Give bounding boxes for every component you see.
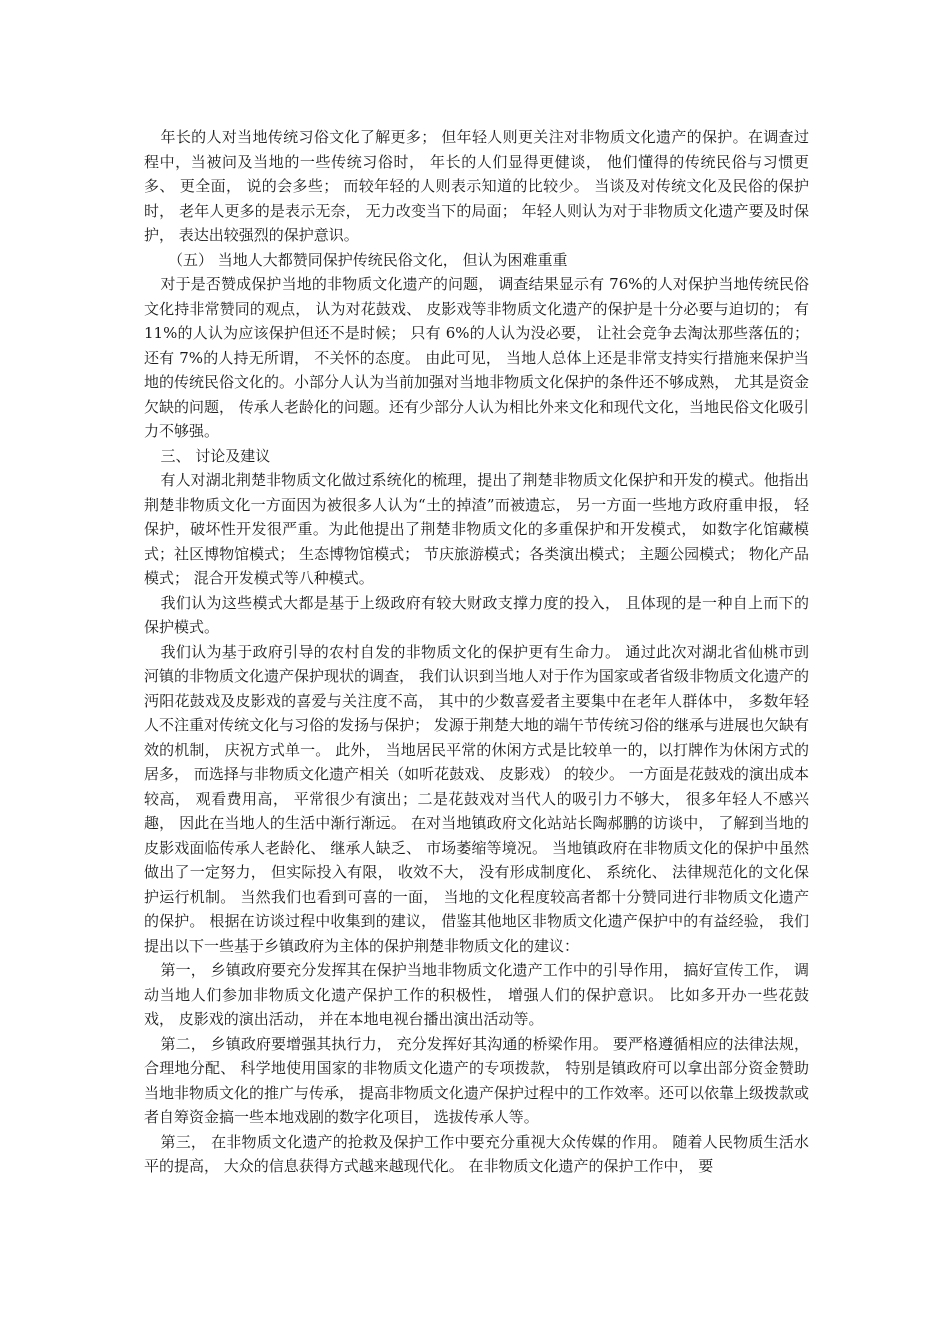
paragraph-rural-protection: 我们认为基于政府引导的农村自发的非物质文化的保护更有生命力。 通过此次对湖北省仙桃市剅河镇的非物质文化遗产保护现状的调查， 我们认识到当地人对于作为国家或者省级非物质文化遗产的沔阳花鼓戏及皮影戏的喜爱与关注度不高， 其中的少数喜爱者主要集中在老年人群体中， 多数年轻人不注重对传统文化与习俗的发扬与保护； 发源于荆楚大地的端午节传统习俗的继承与进展也欠缺有效的机制， 庆祝方式单一。 此外， 当地居民平常的休闲方式是比较单一的，以打牌作为休闲方式的居多， 而选择与非物质文化遗产相关（如听花鼓戏、 皮影戏） 的较少。 一方面是花鼓戏的演出成本较高， 观看费用高， 平常很少有演出；二是花鼓戏对当代人的吸引力不够大， 很多年轻人不感兴趣， 因此在当地人的生活中渐行渐远。 在对当地镇政府文化站站长陶郝鹏的访谈中， 了解到当地的皮影戏面临传承人老龄化、 继承人缺乏、 市场萎缩等境况。 当地镇政府在非物质文化的保护中虽然做出了一定努力， 但实际投入有限， 收效不大， 没有形成制度化、 系统化、 法律规范化的文化保护运行机制。 当然我们也看到可喜的一面， 当地的文化程度较高者都十分赞同进行非物质文化遗产的保护。 根据在访谈过程中收集到的建议， 借鉴其他地区非物质文化遗产保护中的有益经验， 我们提出以下一些基于乡镇政府为主体的保护荆楚非物质文化的建议： <box>144 642 809 955</box>
paragraph-survey-results: 对于是否赞成保护当地的非物质文化遗产的问题， 调查结果显示有 76%的人对保护当地传统民俗文化持非常赞同的观点， 认为对花鼓戏、 皮影戏等非物质文化遗产的保护是十分必要与迫切的； 有 11%的人认为应该保护但还不是时候； 只有 6%的人认为没必要， 让社会竞争去淘汰那些落伍的； 还有 7%的人持无所谓， 不关怀的态度。 由此可见， 当地人总体上还是非常支持实行措施来保护当地的传统民俗文化的。小部分人认为当前加强对当地非物质文化保护的条件还不够成熟， 尤其是资金欠缺的问题， 传承人老龄化的问题。还有少部分人认为相比外来文化和现代文化，当地民俗文化吸引力不够强。 <box>144 275 809 440</box>
paragraph-suggestion-two: 第二， 乡镇政府要增强其执行力， 充分发挥好其沟通的桥梁作用。 要严格遵循相应的法律法规， 合理地分配、 科学地使用国家的非物质文化遗产的专项拨款， 特别是镇政府可以拿出部分资金赞助当地非物质文化的推广与传承， 提高非物质文化遗产保护过程中的工作效率。还可以依靠上级拨款或者自筹资金搞一些本地戏剧的数字化项目， 选拔传承人等。 <box>144 1034 809 1126</box>
paragraph-suggestion-three: 第三， 在非物质文化遗产的抢救及保护工作中要充分重视大众传媒的作用。 随着人民物质生活水平的提高， 大众的信息获得方式越来越现代化。 在非物质文化遗产的保护工作中， 要 <box>144 1132 809 1175</box>
document-body <box>144 125 809 1179</box>
paragraph-elderly-vs-youth: 年长的人对当地传统习俗文化了解更多； 但年轻人则更关注对非物质文化遗产的保护。在调查过程中，当被问及当地的一些传统习俗时， 年长的人们显得更健谈， 他们懂得的传统民俗与习惯更多、 更全面， 说的会多些； 而较年轻的人则表示知道的比较少。 当谈及对传统文化及民俗的保护时， 老年人更多的是表示无奈， 无力改变当下的局面； 年轻人则认为对于非物质文化遗产要及时保护， 表达出较强烈的保护意识。 <box>144 128 809 244</box>
section-heading-three: 三、 讨论及建议 <box>160 446 271 465</box>
subheading-five: （五） 当地人大都赞同保护传统民俗文化， 但认为困难重重 <box>168 250 568 269</box>
paragraph-top-down: 我们认为这些模式大都是基于上级政府有较大财政支撑力度的投入， 且体现的是一种自上而下的保护模式。 <box>144 593 809 636</box>
paragraph-protection-models: 有人对湖北荆楚非物质文化做过系统化的梳理，提出了荆楚非物质文化保护和开发的模式。他指出荆楚非物质文化一方面因为被很多人认为“土的掉渣”而被遗忘， 另一方面一些地方政府重申报， 轻保护，破坏性开发很严重。为此他提出了荆楚非物质文化的多重保护和开发模式， 如数字化馆藏模式；社区博物馆模式； 生态博物馆模式； 节庆旅游模式；各类演出模式； 主题公园模式； 物化产品模式； 混合开发模式等八种模式。 <box>144 471 809 587</box>
paragraph-suggestion-one: 第一， 乡镇政府要充分发挥其在保护当地非物质文化遗产工作中的引导作用， 搞好宣传工作， 调动当地人们参加非物质文化遗产保护工作的积极性， 增强人们的保护意识。 比如多开办一些花鼓戏， 皮影戏的演出活动， 并在本地电视台播出演出活动等。 <box>144 961 809 1028</box>
